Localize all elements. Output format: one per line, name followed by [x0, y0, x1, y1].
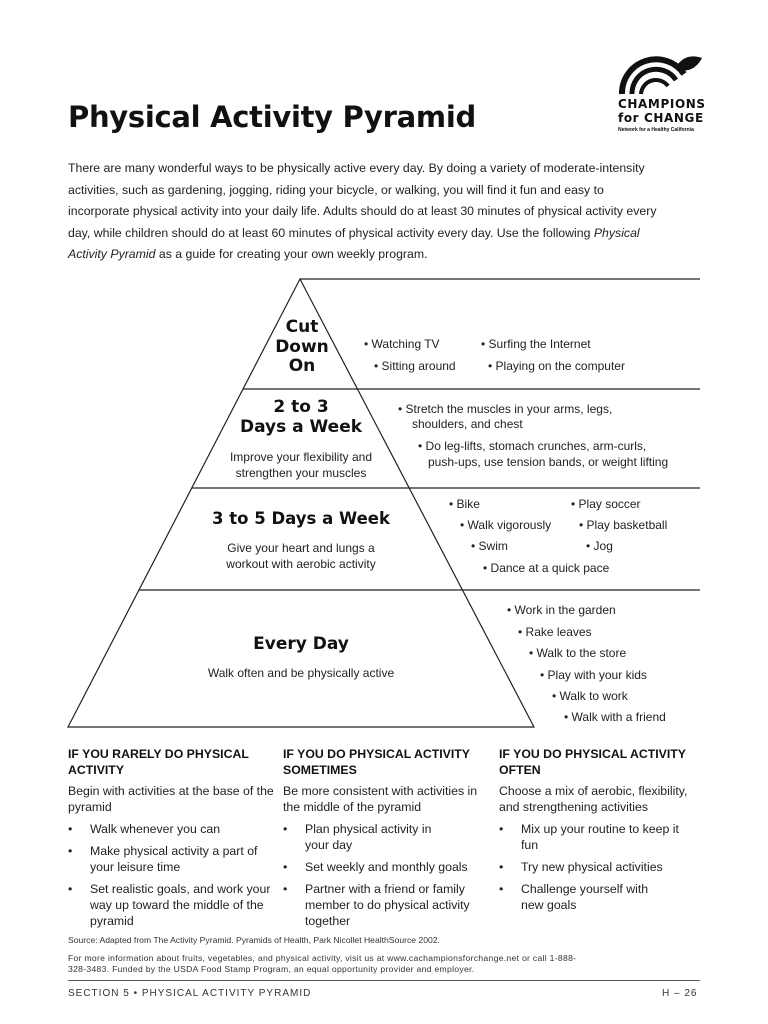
column-intro: Choose a mix of aerobic, flexibility, and strengthening activities: [499, 784, 688, 814]
list-item: • Set weekly and monthly goals: [283, 859, 488, 875]
tier3-item: • Swim: [471, 539, 508, 553]
tier3-item: • Play basketball: [579, 518, 668, 532]
tier3-subtitle-line: workout with aerobic activity: [226, 557, 376, 571]
tier1-heading: [262, 318, 342, 377]
column-heading: IF YOU DO PHYSICAL ACTIVITY OFTEN: [499, 747, 686, 777]
tier2-heading-line: 2 to 3: [273, 397, 329, 417]
tier3-item: • Dance at a quick pace: [483, 561, 610, 575]
column-list: [499, 821, 704, 913]
tier1-heading-line: Cut: [285, 317, 319, 337]
list-item: • Set realistic goals, and work your way up toward the middle of the pyramid: [68, 881, 274, 929]
tier1-item: • Sitting around: [374, 359, 456, 373]
logo-tagline: Network for a Healthy California: [618, 127, 694, 133]
tier2-item-cont: shoulders, and chest: [412, 417, 523, 431]
page-title: Physical Activity Pyramid: [68, 100, 476, 134]
column-list: [283, 821, 488, 929]
tier4-subtitle: Walk often and be physically active: [207, 666, 395, 680]
tier4-item: • Walk to the store: [529, 646, 627, 660]
tier2-heading-line: Days a Week: [239, 417, 363, 437]
column-sometimes: [283, 746, 488, 935]
tier4-item: • Play with your kids: [540, 668, 647, 682]
logo-text-champions: CHAMPIONS: [618, 97, 706, 111]
column-rarely: [68, 746, 274, 935]
tier2-item-cont: push-ups, use tension bands, or weight lifting: [428, 455, 669, 469]
list-item: • Plan physical activity in your day: [283, 821, 488, 853]
tier4-item: • Rake leaves: [518, 625, 592, 639]
column-heading: IF YOU RARELY DO PHYSICAL ACTIVITY: [68, 747, 249, 777]
tier3-item: • Bike: [449, 497, 480, 511]
footer-section-label: SECTION 5 • PHYSICAL ACTIVITY PYRAMID: [68, 988, 312, 999]
column-intro: Be more consistent with activities in the middle of the pyramid: [283, 784, 478, 814]
tier3-heading: 3 to 5 Days a Week: [212, 509, 390, 528]
logo-text-for-change: for CHANGE: [618, 111, 704, 125]
tier4-item: • Work in the garden: [507, 603, 616, 617]
tier3-subtitle: [191, 540, 411, 572]
tier4-item: • Walk to work: [552, 689, 628, 703]
column-often: [499, 746, 704, 919]
list-item: • Try new physical activities: [499, 859, 704, 875]
footer-divider: [68, 980, 700, 981]
tier3-item: • Play soccer: [571, 497, 641, 511]
column-list: [68, 821, 274, 929]
tier3-item: • Jog: [586, 539, 613, 553]
tier1-item: • Playing on the computer: [488, 359, 625, 373]
tier2-subtitle: [211, 449, 391, 481]
tier2-subtitle-line: strengthen your muscles: [235, 466, 367, 480]
source-note: Source: Adapted from The Activity Pyramid. Pyramids of Health, Park Nicollet HealthSource 2002.: [68, 935, 440, 945]
tier1-item: • Watching TV: [364, 337, 440, 351]
list-item: • Walk whenever you can: [68, 821, 274, 837]
intro-text-end: as a guide for creating your own weekly program.: [155, 247, 428, 261]
tier2-subtitle-line: Improve your flexibility and: [229, 450, 373, 464]
list-item: • Challenge yourself with new goals: [499, 881, 704, 913]
intro-italic: Physical Activity Pyramid: [68, 225, 640, 261]
tier2-item: • Stretch the muscles in your arms, legs,: [398, 402, 613, 416]
tier1-item: • Surfing the Internet: [481, 337, 591, 351]
page-number: H – 26: [662, 988, 698, 999]
footer-info: For more information about fruits, vegetables, and physical activity, visit us at www.cachampionsforchange.net or call 1-888-328-3483. Funded by the USDA Food Stamp Program, an equal opportunity provider and employer.: [68, 953, 577, 974]
tier1-heading-line: Down: [275, 336, 329, 357]
tier1-heading-line: On: [288, 356, 316, 376]
tier3-item: • Walk vigorously: [460, 518, 552, 532]
intro-text: There are many wonderful ways to be physically active every day. By doing a variety of moderate-intensity activities, such as gardening, jogging, riding your bicycle, or walking, you will find it fun and easy to incorporate physical activity into your daily life. Adults should do at least 30 minutes of physical activity every day, while children should do at least 60 minutes of physical activity every day. Use the following: [68, 161, 657, 240]
column-heading: IF YOU DO PHYSICAL ACTIVITY SOMETIMES: [283, 747, 470, 777]
tier4-heading: Every Day: [253, 634, 349, 654]
tier2-heading: [221, 397, 381, 437]
list-item: • Mix up your routine to keep it fun: [499, 821, 704, 853]
tier3-subtitle-line: Give your heart and lungs a: [227, 541, 375, 555]
column-intro: Begin with activities at the base of the pyramid: [68, 784, 274, 814]
tier2-item: • Do leg-lifts, stomach crunches, arm-curls,: [418, 439, 647, 453]
list-item: • Make physical activity a part of your leisure time: [68, 843, 274, 875]
tier4-item: • Walk with a friend: [564, 710, 666, 724]
list-item: • Partner with a friend or family member to do physical activity together: [283, 881, 488, 929]
